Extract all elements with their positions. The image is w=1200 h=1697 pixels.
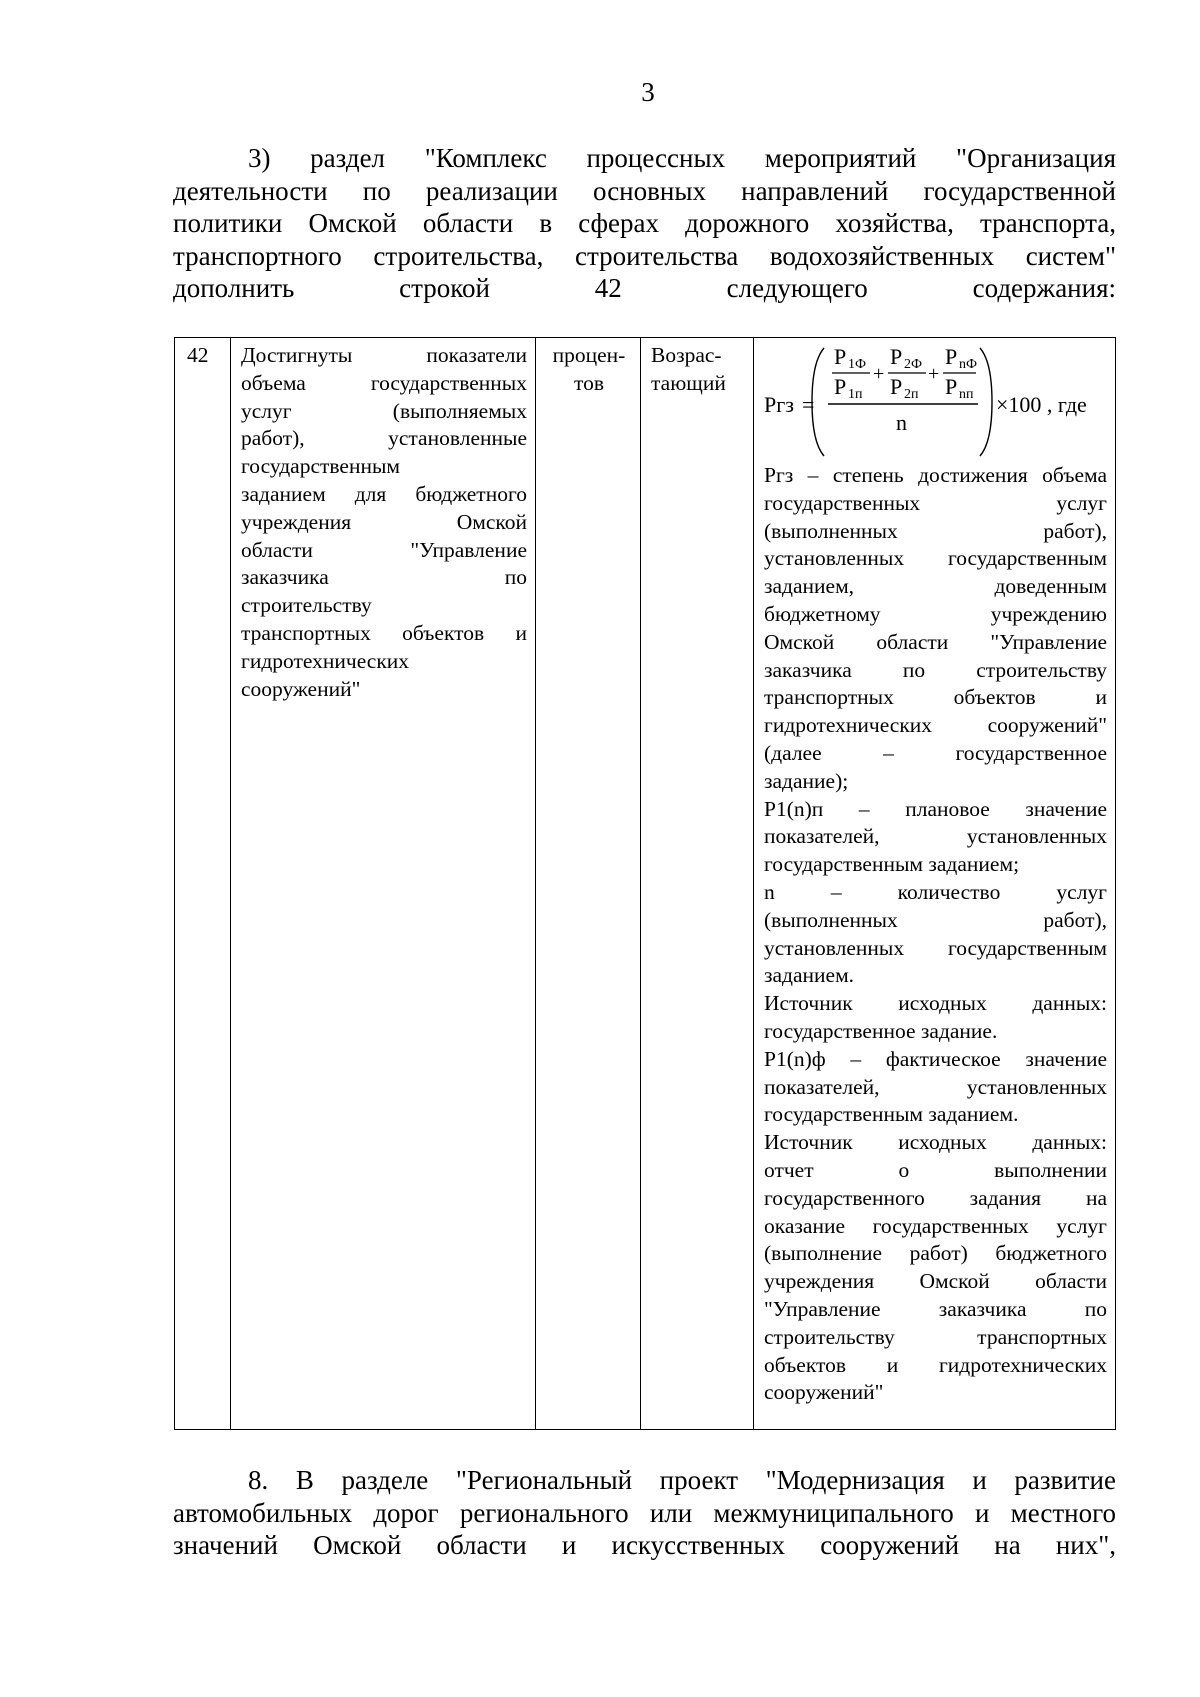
sub-2p: 2п xyxy=(904,387,919,402)
unit-cell xyxy=(536,338,641,1430)
description-line: Ргз – степень достижения объема xyxy=(764,463,1107,487)
sub-1f: 1Ф xyxy=(848,357,867,372)
description-line: заказчика по строительству xyxy=(764,657,1107,682)
indicator-line: работ), установленные xyxy=(241,426,527,451)
p-denominator-1: Р xyxy=(834,374,847,399)
description-line: учреждения Омской области xyxy=(764,1269,1107,1294)
p-numerator-n: Р xyxy=(945,344,958,369)
indicator-line: транспортных объектов и xyxy=(241,620,527,645)
indicator-line: области "Управление xyxy=(241,537,527,562)
description-line: Р1(n)ф – фактическое значение xyxy=(764,1046,1107,1071)
description-line: строительству транспортных xyxy=(764,1324,1107,1349)
description-line: государственное задание. xyxy=(764,1018,998,1043)
sub-nf: nФ xyxy=(959,357,978,372)
description-line: (далее – государственное xyxy=(764,740,1107,765)
table-row xyxy=(175,338,1116,1430)
description-line: Р1(n)п – плановое значение xyxy=(764,796,1107,821)
description-line: установленных государственным xyxy=(764,546,1107,571)
row-number: 42 xyxy=(175,338,231,1430)
formula-tail: ×100 , где xyxy=(996,392,1087,417)
sub-2f: 2Ф xyxy=(904,357,923,372)
intro-line: транспортного строительства, строительства водохозяйственных систем" xyxy=(173,240,1116,271)
description-line: "Управление заказчика по xyxy=(764,1296,1107,1321)
description-line: сооружений" xyxy=(764,1380,884,1405)
description-line: транспортных объектов и xyxy=(764,685,1107,710)
indicator-line: учреждения Омской xyxy=(241,509,527,534)
description-line: (выполненных работ), xyxy=(764,518,1107,543)
formula-denominator: n xyxy=(896,410,907,435)
description-line: Источник исходных данных: xyxy=(764,1130,1107,1155)
indicator-line: Достигнуты показатели xyxy=(241,343,527,367)
plus-sign: + xyxy=(928,363,940,385)
indicator-cell xyxy=(231,338,536,1430)
description-line: задание); xyxy=(764,768,849,793)
indicator-line: объема государственных xyxy=(241,370,527,395)
closing-paragraph xyxy=(173,1464,1116,1562)
plus-sign: + xyxy=(873,363,885,385)
p-numerator-1: Р xyxy=(834,344,847,369)
description-line: установленных государственным xyxy=(764,935,1107,960)
description-line: отчет о выполнении xyxy=(764,1157,1107,1182)
description-line: бюджетному учреждению xyxy=(764,601,1107,626)
formula-equals: = xyxy=(802,392,815,417)
sub-np: nп xyxy=(959,387,974,402)
intro-line: деятельности по реализации основных направлений государственной xyxy=(173,175,1116,206)
indicator-line: заказчика по xyxy=(241,565,527,590)
trend-line: тающий xyxy=(651,370,726,395)
method-description xyxy=(764,462,1107,1407)
description-line: Омской области "Управление xyxy=(764,629,1107,654)
closing-line: автомобильных дорог регионального или межмуниципального и местного xyxy=(173,1497,1116,1528)
page-number: 3 xyxy=(641,77,655,107)
intro-line: дополнить строкой 42 следующего содержания: xyxy=(173,273,1116,303)
right-paren xyxy=(980,348,992,456)
p-denominator-2: Р xyxy=(890,374,903,399)
description-line: (выполненных работ), xyxy=(764,907,1107,932)
description-line: оказание государственных услуг xyxy=(764,1213,1107,1238)
sub-1p: 1п xyxy=(848,387,863,402)
method-cell xyxy=(754,338,1116,1430)
description-line: объектов и гидротехнических xyxy=(764,1352,1107,1377)
description-line: заданием. xyxy=(764,963,855,988)
indicator-line: государственным xyxy=(241,454,401,479)
unit-line: процен- xyxy=(552,343,626,367)
unit-line: тов xyxy=(573,370,604,395)
description-line: (выполнение работ) бюджетного xyxy=(764,1241,1107,1266)
description-line: государственного задания на xyxy=(764,1185,1107,1210)
description-line: показателей, установленных xyxy=(764,1074,1107,1099)
intro-line: 3) раздел "Комплекс процессных мероприятий "Организация xyxy=(248,143,1116,173)
description-line: государственных услуг xyxy=(764,490,1107,515)
intro-paragraph xyxy=(173,142,1116,305)
indicator-line: сооружений" xyxy=(241,676,361,701)
closing-line: значений Омской области и искусственных сооружений на них", xyxy=(173,1530,1116,1560)
description-line: Источник исходных данных: xyxy=(764,991,1107,1016)
description-line: n – количество услуг xyxy=(764,879,1107,904)
formula-lhs: Ргз xyxy=(764,392,794,417)
description-line: заданием, доведенным xyxy=(764,574,1107,599)
inserted-row-table xyxy=(174,337,1116,1430)
p-numerator-2: Р xyxy=(890,344,903,369)
formula-graphic xyxy=(762,342,1107,462)
description-line: государственным заданием; xyxy=(764,852,1020,877)
formula xyxy=(764,342,1107,462)
description-line: показателей, установленных xyxy=(764,824,1107,849)
indicator-line: гидротехнических xyxy=(241,648,410,673)
trend-cell xyxy=(641,338,754,1430)
trend-line: Возрас- xyxy=(651,343,722,367)
p-denominator-n: Р xyxy=(945,374,958,399)
intro-line: политики Омской области в сферах дорожного хозяйства, транспорта, xyxy=(173,208,1116,238)
description-line: гидротехнических сооружений" xyxy=(764,713,1107,738)
description-line: государственным заданием. xyxy=(764,1102,1019,1127)
closing-line: 8. В разделе "Региональный проект "Модернизация и развитие xyxy=(248,1465,1116,1495)
indicator-line: заданием для бюджетного xyxy=(241,481,527,506)
indicator-line: строительству xyxy=(241,593,372,618)
indicator-line: услуг (выполняемых xyxy=(241,398,527,423)
